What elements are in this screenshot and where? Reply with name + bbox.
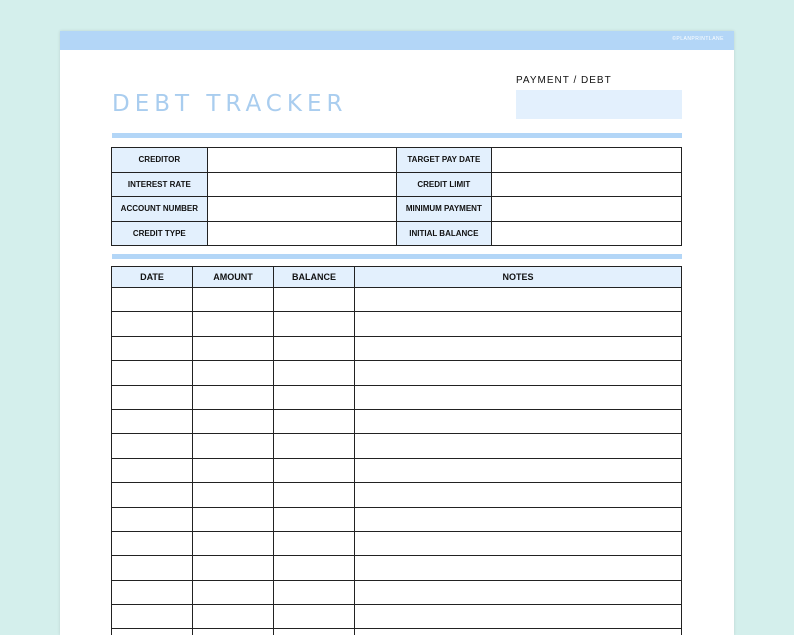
balance-cell[interactable] [274,409,355,433]
balance-cell[interactable] [274,531,355,555]
date-cell[interactable] [112,288,193,312]
notes-cell[interactable] [355,288,682,312]
date-cell[interactable] [112,531,193,555]
date-cell[interactable] [112,580,193,604]
notes-cell[interactable] [355,629,682,635]
notes-cell[interactable] [355,458,682,482]
payment-log-table [111,266,682,635]
notes-cell[interactable] [355,556,682,580]
amount-cell[interactable] [193,556,274,580]
date-cell[interactable] [112,556,193,580]
info-value-field[interactable] [492,148,682,173]
notes-cell[interactable] [355,507,682,531]
info-label: CREDITOR [112,148,208,173]
info-row [112,197,682,222]
table-row [112,361,682,385]
watermark: ©PLANPRINTLANE [672,36,724,42]
amount-cell[interactable] [193,605,274,629]
balance-cell[interactable] [274,605,355,629]
account-info-table [111,147,682,246]
date-cell[interactable] [112,629,193,635]
amount-cell[interactable] [193,385,274,409]
table-row [112,458,682,482]
date-cell[interactable] [112,605,193,629]
balance-cell[interactable] [274,434,355,458]
balance-cell[interactable] [274,385,355,409]
balance-cell[interactable] [274,288,355,312]
info-row [112,172,682,197]
info-label: INTEREST RATE [112,172,208,197]
table-row [112,629,682,635]
notes-cell[interactable] [355,336,682,360]
amount-cell[interactable] [193,580,274,604]
info-label: ACCOUNT NUMBER [112,197,208,222]
table-row [112,507,682,531]
top-band [60,31,734,50]
table-row [112,580,682,604]
info-label: TARGET PAY DATE [396,148,492,173]
table-row [112,483,682,507]
amount-cell[interactable] [193,531,274,555]
notes-cell[interactable] [355,531,682,555]
table-row [112,336,682,360]
column-header-balance: BALANCE [274,267,355,288]
balance-cell[interactable] [274,507,355,531]
info-value-field[interactable] [492,221,682,246]
notes-cell[interactable] [355,483,682,507]
amount-cell[interactable] [193,312,274,336]
notes-cell[interactable] [355,409,682,433]
balance-cell[interactable] [274,361,355,385]
table-row [112,288,682,312]
tracker-sheet [60,31,734,635]
amount-cell[interactable] [193,434,274,458]
date-cell[interactable] [112,361,193,385]
date-cell[interactable] [112,458,193,482]
table-row [112,312,682,336]
amount-cell[interactable] [193,507,274,531]
amount-cell[interactable] [193,409,274,433]
date-cell[interactable] [112,385,193,409]
balance-cell[interactable] [274,556,355,580]
column-header-notes: NOTES [355,267,682,288]
info-label: MINIMUM PAYMENT [396,197,492,222]
notes-cell[interactable] [355,580,682,604]
balance-cell[interactable] [274,580,355,604]
info-value-field[interactable] [492,197,682,222]
notes-cell[interactable] [355,605,682,629]
notes-cell[interactable] [355,434,682,458]
notes-cell[interactable] [355,385,682,409]
amount-cell[interactable] [193,288,274,312]
info-value-field[interactable] [207,221,396,246]
date-cell[interactable] [112,434,193,458]
date-cell[interactable] [112,409,193,433]
balance-cell[interactable] [274,629,355,635]
date-cell[interactable] [112,483,193,507]
amount-cell[interactable] [193,336,274,360]
info-row [112,148,682,173]
info-value-field[interactable] [207,148,396,173]
amount-cell[interactable] [193,629,274,635]
balance-cell[interactable] [274,458,355,482]
info-label: CREDIT LIMIT [396,172,492,197]
table-row [112,434,682,458]
date-cell[interactable] [112,336,193,360]
amount-cell[interactable] [193,361,274,385]
date-cell[interactable] [112,507,193,531]
payment-debt-field[interactable] [516,90,682,119]
table-row [112,605,682,629]
info-value-field[interactable] [207,172,396,197]
payment-debt-label: PAYMENT / DEBT [516,75,612,86]
balance-cell[interactable] [274,336,355,360]
balance-cell[interactable] [274,312,355,336]
date-cell[interactable] [112,312,193,336]
divider-top [112,133,682,138]
info-label: INITIAL BALANCE [396,221,492,246]
column-header-amount: AMOUNT [193,267,274,288]
info-value-field[interactable] [492,172,682,197]
amount-cell[interactable] [193,458,274,482]
table-row [112,556,682,580]
notes-cell[interactable] [355,312,682,336]
balance-cell[interactable] [274,483,355,507]
table-row [112,385,682,409]
info-row [112,221,682,246]
info-value-field[interactable] [207,197,396,222]
log-header-row [112,267,682,288]
notes-cell[interactable] [355,361,682,385]
amount-cell[interactable] [193,483,274,507]
table-row [112,531,682,555]
column-header-date: DATE [112,267,193,288]
table-row [112,409,682,433]
divider-middle [112,254,682,259]
page-title: DEBT TRACKER [112,91,348,117]
info-label: CREDIT TYPE [112,221,208,246]
